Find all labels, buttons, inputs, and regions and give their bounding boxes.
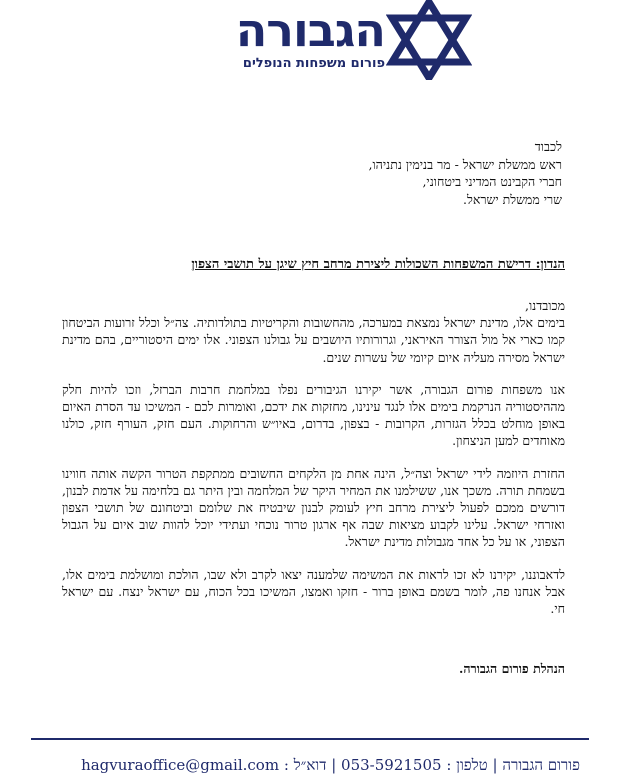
- paragraph: החזרת היוזמה לידי ישראל וצה״ל, הינה אחת מן הלקחים החשובים ממתקפת הטרור הקשה אותה חווינו בשמחת תורה. משכך אנו, ששילמנו את המחיר היקר של המלחמה ובין היתר גם בלחימה על אדמת לבנון, דורשים ממכם לפעול ליצירת מרחב חיץ לעומק לבנון שיבטיח את שלומם וביטחונם של תושבי הצפון ואזרחי ישראל. עלינו לקבוע מציאות שבה אף ארגון טרור נוכחי ועתידי יוכל להוות שוב איום על הגבול הצפוני, או על כל אחד מגבולות מדינת ישראל.: [62, 465, 565, 550]
- footer-divider: [31, 738, 589, 740]
- paragraph: בימים אלו, מדינת ישראל נמצאת במערכה, מהחשובות והקריטיות בתולדותיה. צה״ל וכלל זרועות הביטחון קמו כארי אל מול הצורר האיראני, וגרורותיו היושבים על גבולנו הצפוני. אלו ימים היסטוריים, בהם מדינת ישראל מסירה מעליה איום קיומי של עשרות שנים.: [62, 315, 565, 365]
- greeting: מכובדנו,: [525, 298, 565, 313]
- address-line: חברי הקבינט המדיני ביטחוני,: [422, 174, 562, 189]
- signature: הנהלת פורום הגבורה.: [459, 661, 565, 676]
- footer-contact: פורום הגבורה | טלפון : 053-5921505 | דוא״ל : hagvuraoffice@gmail.com: [81, 756, 580, 774]
- subject-line: הנדון: דרישת המשפחות השכולות ליצירת מרחב חיץ שיגן על תושבי הצפון: [191, 257, 565, 272]
- paragraph: אנו משפחות פורום הגבורה, אשר יקירנו הגיבורים נפלו במלחמת חרבות הברזל, וזכו להיות חלק מההיסטוריה הנרקמת בימים אלו לנגד עינינו, מחזקות את ידכם, ואומרות לכם - המשיכו עד הסרת האיום באופן מוחלט בכלל הגזרות, הקרובות - בצפון, בדרום, באיו״ש והרחוקות. העם חזק, העורף חזק, כולנו מאוחדים למען הניצחון.: [62, 381, 565, 449]
- star-of-david-icon: [386, 0, 472, 80]
- letterhead: [0, 0, 621, 90]
- address-line: שרי ממשלת ישראל.: [463, 191, 562, 207]
- recipient-address: [242, 138, 562, 208]
- address-line: לכבוד: [534, 139, 562, 154]
- letter-body: [62, 297, 565, 632]
- logo-title: הגבורה: [235, 3, 385, 57]
- logo-subtitle: פורום משפחות הנופלים: [242, 56, 385, 71]
- paragraph: לדאבוננו, יקירנו לא זכו לראות את המשימה שלמענה יצאו לקרב ולא שבו, הולכת ומושלמת בימים אלו, אבל אנחנו פה, לומר בשמם באופן ברור - חזקו ואמצו, המשיכו בכל הכוח, עם ישראל ינצח. עם ישראל חי.: [62, 566, 565, 617]
- address-line: ראש ממשלת ישראל - מר בנימין נתניהו,: [368, 156, 562, 172]
